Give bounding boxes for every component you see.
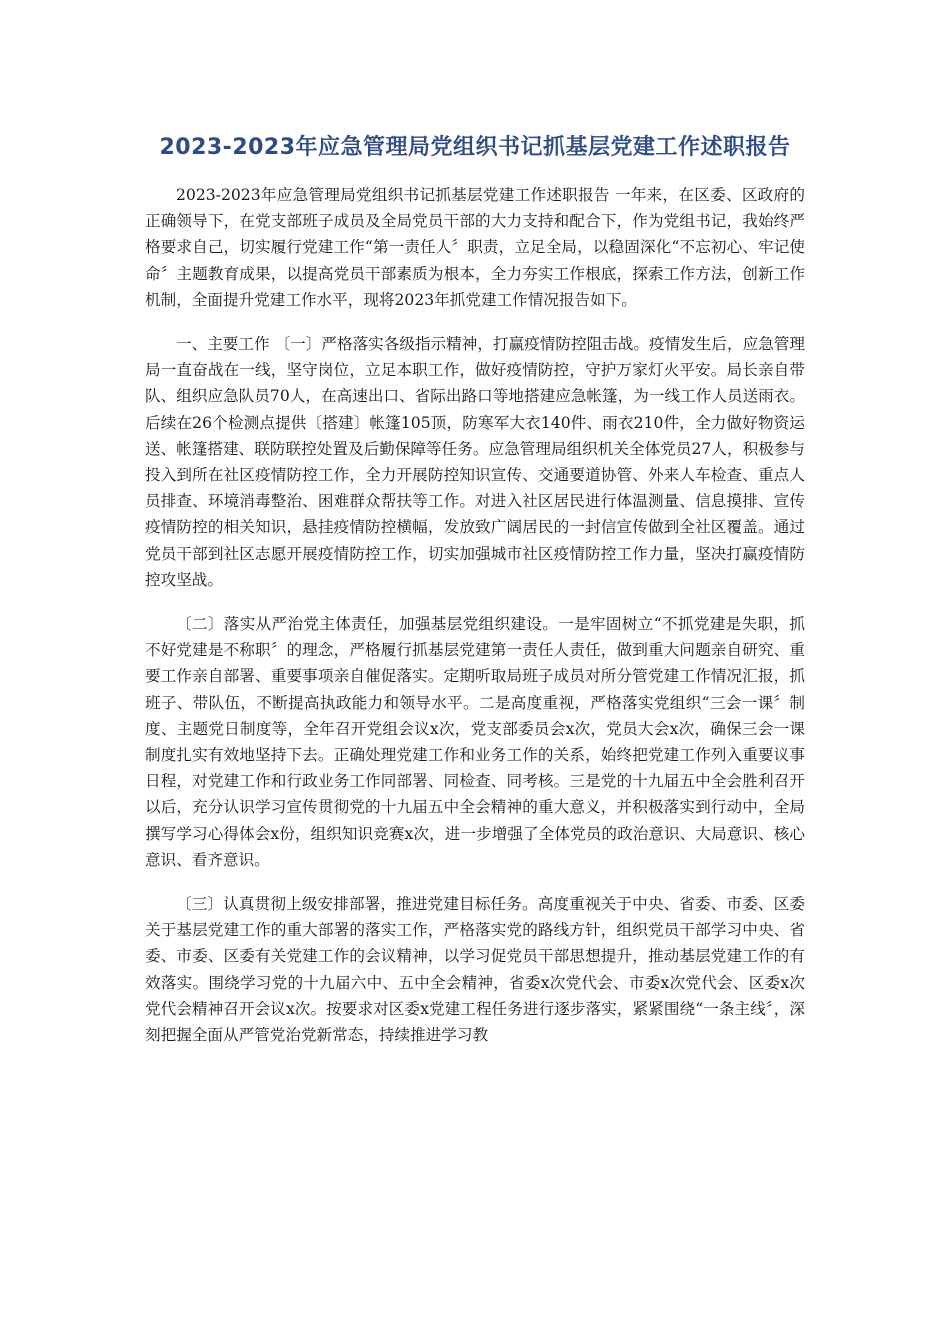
paragraph-section-1: 一、主要工作 〔一〕严格落实各级指示精神，打赢疫情防控阻击战。疫情发生后，应急管理局一直奋战在一线，坚守岗位，立足本职工作，做好疫情防控，守护万家灯火平安。局长亲自带队、组织应急队员70人，在高速出口、省际出路口等地搭建应急帐篷，为一线工作人员送雨衣。后续在26个检测点提供〔搭建〕帐篷105顶，防寒军大衣140件、雨衣210件，全力做好物资运送、帐篷搭建、联防联控处置及后勤保障等任务。应急管理局组织机关全体党员27人，积极参与投入到所在社区疫情防控工作，全力开展防控知识宣传、交通要道协管、外来人车检查、重点人员排查、环境消毒整治、困难群众帮扶等工作。对进入社区居民进行体温测量、信息摸排、宣传疫情防控的相关知识，悬挂疫情防控横幅，发放致广阔居民的一封信宣传做到全社区覆盖。通过党员干部到社区志愿开展疫情防控工作，切实加强城市社区疫情防控工作力量，坚决打赢疫情防控攻坚战。 bbox=[145, 335, 805, 589]
paragraph-section-3: 〔三〕认真贯彻上级安排部署，推进党建目标任务。高度重视关于中央、省委、市委、区委关于基层党建工作的重大部署的落实工作，严格落实党的路线方针，组织党员干部学习中央、省委、市委、区委有关党建工作的会议精神，以学习促党员干部思想提升，推动基层党建工作的有效落实。围绕学习党的十九届六中、五中全会精神，省委x次党代会、市委x次党代会、区委x次党代会精神召开会议x次。按要求对区委x党建工程任务进行逐步落实，紧紧围绕“一条主线〞，深刻把握全面从严管党治党新常态，持续推进学习教 bbox=[145, 895, 805, 1045]
paragraph-intro: 2023-2023年应急管理局党组织书记抓基层党建工作述职报告 一年来，在区委、区政府的正确领导下，在党支部班子成员及全局党员干部的大力支持和配合下，作为党组书记，我始终严格要求自己，切实履行党建工作“第一责任人〞职责，立足全局，以稳固深化“不忘初心、牢记使命〞主题教育成果，以提高党员干部素质为根本，全力夯实工作根底，探索工作方法，创新工作机制，全面提升党建工作水平，现将2023年抓党建工作情况报告如下。 bbox=[145, 186, 805, 309]
paragraph-section-2: 〔二〕落实从严治党主体责任，加强基层党组织建设。一是牢固树立“不抓党建是失职，抓不好党建是不称职〞的理念，严格履行抓基层党建第一责任人责任，做到重大问题亲自研究、重要工作亲自部署、重要事项亲自催促落实。定期听取局班子成员对所分管党建工作情况汇报，抓班子、带队伍，不断提高执政能力和领导水平。二是高度重视，严格落实党组织“三会一课〞制度、主题党日制度等，全年召开党组会议x次，党支部委员会x次，党员大会x次，确保三会一课制度扎实有效地坚持下去。正确处理党建工作和业务工作的关系，始终把党建工作列入重要议事日程，对党建工作和行政业务工作同部署、同检查、同考核。三是党的十九届五中全会胜利召开以后，充分认识学习宣传贯彻党的十九届五中全会精神的重大意义，并积极落实到行动中，全局撰写学习心得体会x份，组织知识竞赛x次，进一步增强了全体党员的政治意识、大局意识、核心意识、看齐意识。 bbox=[145, 615, 805, 869]
document-title: 2023-2023年应急管理局党组织书记抓基层党建工作述职报告 bbox=[159, 135, 791, 160]
document-page bbox=[145, 132, 805, 1066]
